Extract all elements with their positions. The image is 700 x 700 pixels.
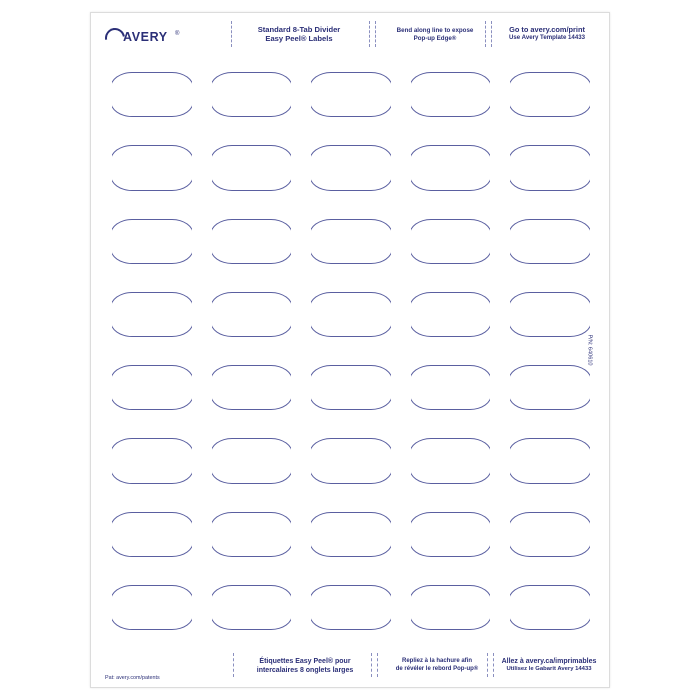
oval-label[interactable] [110, 145, 194, 190]
oval-label[interactable] [309, 292, 393, 337]
patents-note: Pat: avery.com/patents [105, 675, 160, 681]
oval-label[interactable] [508, 365, 592, 410]
label-cell[interactable] [203, 132, 301, 203]
registered-mark: ® [175, 31, 180, 37]
sheet-footer [91, 647, 609, 687]
label-cell[interactable] [302, 132, 400, 203]
oval-label[interactable] [210, 292, 294, 337]
avery-logo [105, 27, 183, 49]
oval-label[interactable] [210, 145, 294, 190]
label-cell[interactable] [501, 132, 599, 203]
oval-label[interactable] [210, 512, 294, 557]
label-cell[interactable] [103, 59, 201, 130]
oval-label[interactable] [110, 219, 194, 264]
footer-dash-separator-2 [371, 653, 372, 677]
footer-product-name [241, 657, 369, 675]
oval-label[interactable] [309, 438, 393, 483]
label-cell[interactable] [302, 425, 400, 496]
label-cell[interactable] [203, 59, 301, 130]
label-cell[interactable] [302, 352, 400, 423]
oval-label[interactable] [409, 585, 493, 630]
label-cell[interactable] [203, 499, 301, 570]
label-cell[interactable] [402, 425, 500, 496]
oval-label[interactable] [508, 292, 592, 337]
oval-label[interactable] [210, 585, 294, 630]
header-instruction-line-2: Pop-up Edge® [413, 34, 457, 42]
header-template: Use Avery Template 14433 [509, 34, 585, 42]
footer-url-block [493, 657, 605, 674]
oval-label[interactable] [110, 585, 194, 630]
oval-label[interactable] [309, 585, 393, 630]
oval-label[interactable] [409, 72, 493, 117]
oval-label[interactable] [409, 365, 493, 410]
label-cell[interactable] [103, 206, 201, 277]
label-cell[interactable] [402, 206, 500, 277]
oval-label[interactable] [110, 512, 194, 557]
image-subject-description [0, 0, 1, 1]
header-product-line-1: Standard 8-Tab Divider [257, 25, 341, 34]
label-cell[interactable] [103, 499, 201, 570]
oval-label[interactable] [508, 438, 592, 483]
label-cell[interactable] [203, 572, 301, 643]
part-number: P/N: 640610 [586, 334, 593, 366]
label-cell[interactable] [103, 352, 201, 423]
label-cell[interactable] [501, 352, 599, 423]
label-cell[interactable] [402, 572, 500, 643]
oval-label[interactable] [409, 219, 493, 264]
label-cell[interactable] [203, 279, 301, 350]
oval-label[interactable] [210, 219, 294, 264]
footer-dash-separator-3 [377, 653, 378, 677]
label-cell[interactable] [103, 425, 201, 496]
header-product-line-2: Easy Peel® Labels [265, 34, 333, 44]
label-cell[interactable] [501, 499, 599, 570]
label-cell[interactable] [501, 279, 599, 350]
label-cell[interactable] [501, 572, 599, 643]
oval-label[interactable] [409, 438, 493, 483]
oval-label[interactable] [508, 219, 592, 264]
footer-product-line-2: intercalaires 8 onglets larges [256, 667, 354, 675]
header-url-block [491, 25, 603, 42]
oval-label[interactable] [210, 438, 294, 483]
header-dash-separator-3 [375, 21, 376, 47]
header-product-name [239, 25, 359, 44]
label-cell[interactable] [203, 352, 301, 423]
label-cell[interactable] [302, 279, 400, 350]
oval-label[interactable] [110, 292, 194, 337]
label-cell[interactable] [203, 206, 301, 277]
label-cell[interactable] [501, 206, 599, 277]
label-grid [103, 59, 599, 643]
label-cell[interactable] [402, 279, 500, 350]
oval-label[interactable] [409, 512, 493, 557]
header-url: Go to avery.com/print [509, 25, 585, 34]
label-cell[interactable] [103, 572, 201, 643]
label-sheet [90, 12, 610, 688]
oval-label[interactable] [309, 72, 393, 117]
footer-dash-separator-1 [233, 653, 234, 677]
avery-wordmark: AVERY [123, 30, 168, 44]
header-instructions [379, 27, 491, 43]
footer-instruction-line-2: de révéler le rebord Pop-up® [395, 665, 479, 672]
sheet-header [91, 13, 609, 55]
label-cell[interactable] [402, 132, 500, 203]
header-dash-separator-1 [231, 21, 232, 47]
oval-label[interactable] [309, 219, 393, 264]
oval-label[interactable] [110, 365, 194, 410]
label-cell[interactable] [302, 206, 400, 277]
label-cell[interactable] [302, 59, 400, 130]
footer-url: Allez à avery.ca/imprimables [501, 658, 597, 665]
label-cell[interactable] [103, 279, 201, 350]
footer-product-line-1: Étiquettes Easy Peel® pour [259, 658, 351, 665]
footer-instruction-line-1: Repliez à la hachure afin [401, 658, 473, 664]
oval-label[interactable] [508, 585, 592, 630]
footer-instructions [381, 658, 493, 674]
label-cell[interactable] [402, 59, 500, 130]
label-cell[interactable] [402, 352, 500, 423]
label-cell[interactable] [103, 132, 201, 203]
header-dash-separator-2 [369, 21, 370, 47]
oval-label[interactable] [210, 72, 294, 117]
oval-label[interactable] [508, 72, 592, 117]
oval-label[interactable] [409, 145, 493, 190]
label-cell[interactable] [501, 425, 599, 496]
oval-label[interactable] [409, 292, 493, 337]
oval-label[interactable] [309, 512, 393, 557]
label-cell[interactable] [402, 499, 500, 570]
oval-label[interactable] [110, 438, 194, 483]
label-cell[interactable] [501, 59, 599, 130]
oval-label[interactable] [110, 72, 194, 117]
oval-label[interactable] [309, 365, 393, 410]
oval-label[interactable] [210, 365, 294, 410]
header-instruction-line-1: Bend along line to expose [396, 27, 474, 34]
label-cell[interactable] [302, 572, 400, 643]
label-cell[interactable] [203, 425, 301, 496]
label-cell[interactable] [302, 499, 400, 570]
oval-label[interactable] [309, 145, 393, 190]
oval-label[interactable] [508, 145, 592, 190]
oval-label[interactable] [508, 512, 592, 557]
footer-template: Utilisez le Gabarit Avery 14433 [506, 666, 592, 673]
